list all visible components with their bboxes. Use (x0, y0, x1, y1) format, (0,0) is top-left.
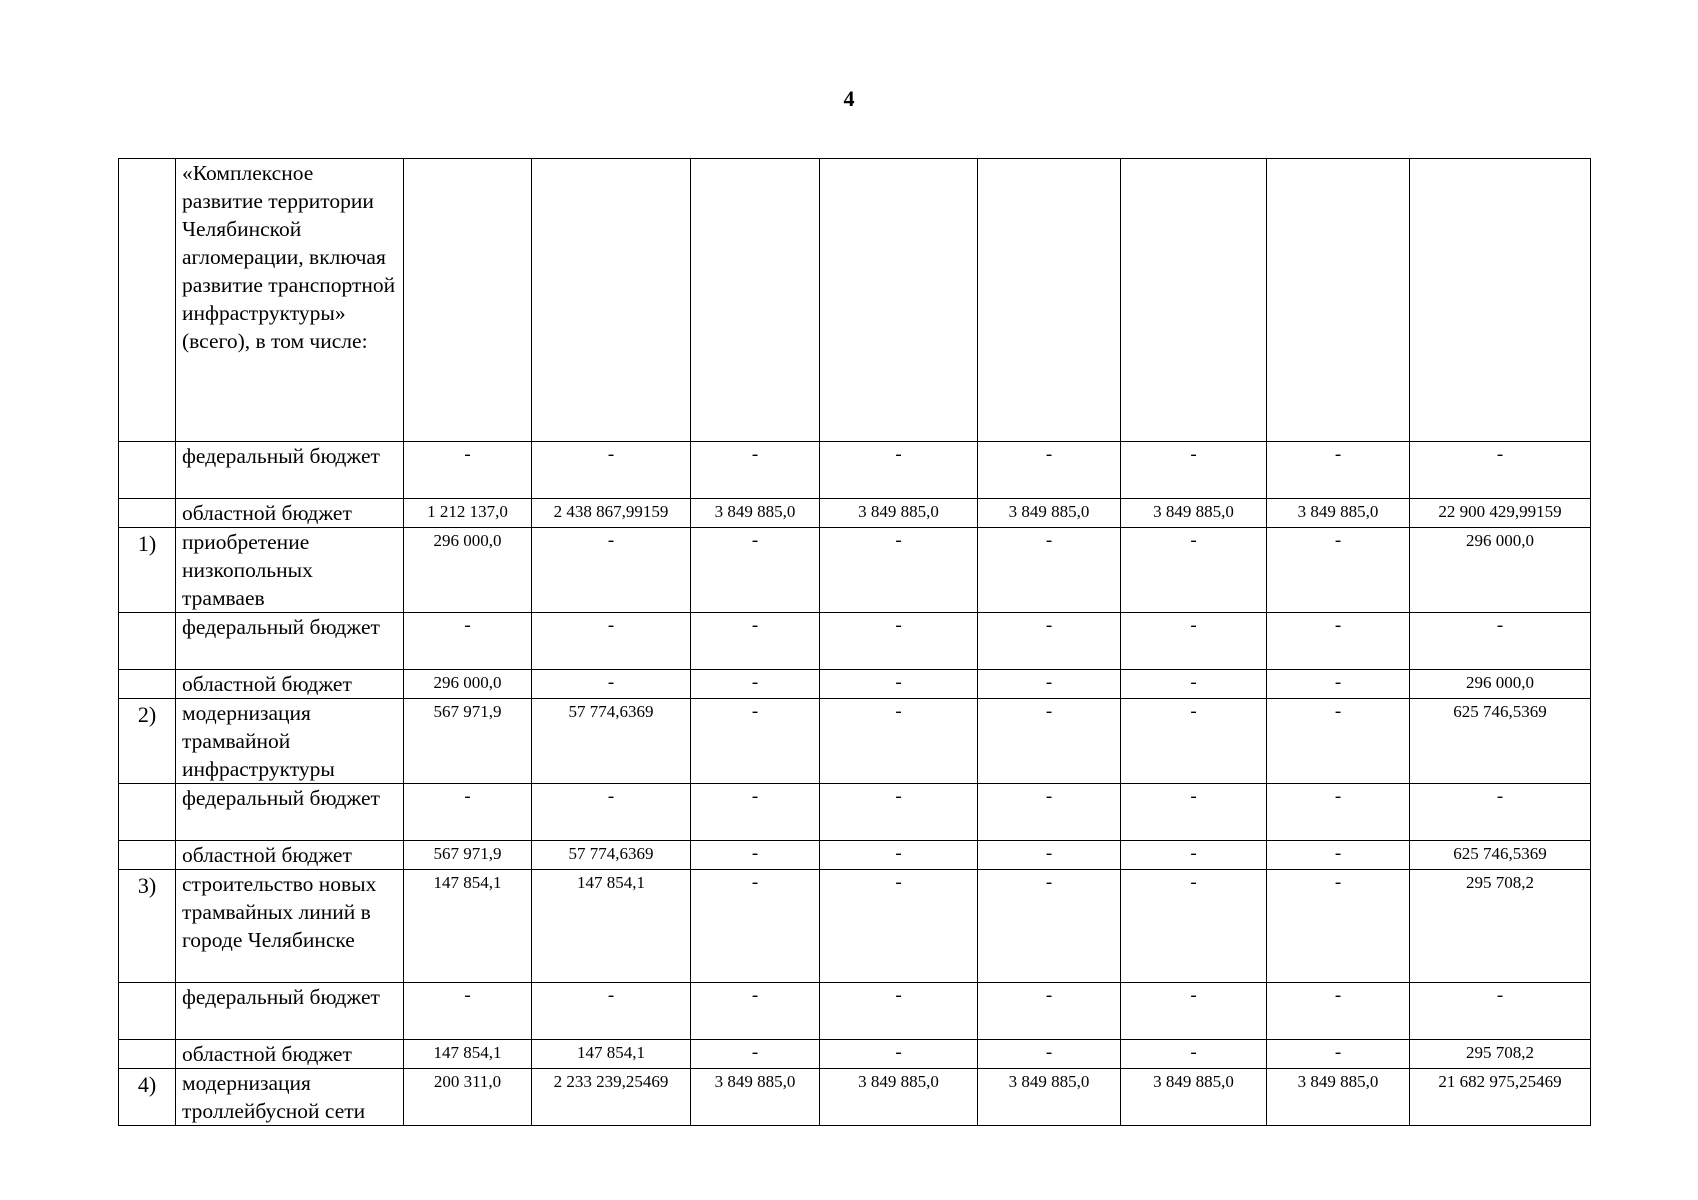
value-cell: 147 854,1 (532, 870, 691, 983)
value-cell: - (691, 841, 820, 870)
value-cell: - (820, 870, 978, 983)
value-cell: - (1410, 983, 1591, 1040)
value-cell: - (532, 528, 691, 613)
table-row (119, 841, 1591, 870)
row-number-cell (119, 784, 176, 841)
value-cell: - (691, 983, 820, 1040)
value-cell: 147 854,1 (532, 1040, 691, 1069)
value-cell: - (1267, 784, 1410, 841)
value-cell: 625 746,5369 (1410, 841, 1591, 870)
value-cell: - (978, 670, 1121, 699)
value-cell: - (532, 670, 691, 699)
value-cell: - (404, 983, 532, 1040)
value-cell: 200 311,0 (404, 1069, 532, 1126)
table-row (119, 983, 1591, 1040)
value-cell: 2 233 239,25469 (532, 1069, 691, 1126)
row-number-cell: 4) (119, 1069, 176, 1126)
value-cell: 3 849 885,0 (1121, 499, 1267, 528)
row-label-cell: «Комплексное развитие территории Челябинской агломерации, включая развитие транспортной инфраструктуры» (всего), в том числе: (176, 159, 404, 442)
row-label-cell: областной бюджет (176, 1040, 404, 1069)
table-row (119, 528, 1591, 613)
row-label-cell: федеральный бюджет (176, 613, 404, 670)
value-cell: - (1121, 442, 1267, 499)
value-cell: - (820, 699, 978, 784)
value-cell: - (691, 699, 820, 784)
value-cell: - (1267, 841, 1410, 870)
row-label-cell: федеральный бюджет (176, 983, 404, 1040)
value-cell: - (1121, 983, 1267, 1040)
value-cell: 22 900 429,99159 (1410, 499, 1591, 528)
row-label-cell: областной бюджет (176, 499, 404, 528)
value-cell: - (1121, 528, 1267, 613)
value-cell: - (978, 613, 1121, 670)
table-row (119, 784, 1591, 841)
value-cell: - (532, 442, 691, 499)
value-cell: 3 849 885,0 (691, 1069, 820, 1126)
row-label-cell: модернизация троллейбусной сети (176, 1069, 404, 1126)
value-cell: - (1267, 442, 1410, 499)
value-cell: 296 000,0 (1410, 528, 1591, 613)
row-number-cell (119, 442, 176, 499)
value-cell: - (978, 870, 1121, 983)
value-cell: - (820, 784, 978, 841)
value-cell (404, 159, 532, 442)
value-cell: - (404, 784, 532, 841)
value-cell (691, 159, 820, 442)
value-cell (820, 159, 978, 442)
value-cell: 3 849 885,0 (820, 499, 978, 528)
value-cell: - (978, 442, 1121, 499)
row-label-cell: областной бюджет (176, 670, 404, 699)
value-cell: - (532, 613, 691, 670)
value-cell: - (978, 528, 1121, 613)
value-cell: - (820, 983, 978, 1040)
table-row (119, 499, 1591, 528)
budget-table (118, 158, 1591, 1126)
value-cell (1410, 159, 1591, 442)
value-cell: - (691, 442, 820, 499)
value-cell: - (978, 983, 1121, 1040)
value-cell: 57 774,6369 (532, 841, 691, 870)
value-cell: - (978, 1040, 1121, 1069)
value-cell: - (691, 784, 820, 841)
value-cell: 3 849 885,0 (1267, 1069, 1410, 1126)
value-cell: - (820, 1040, 978, 1069)
value-cell: 567 971,9 (404, 841, 532, 870)
row-label-cell: строительство новых трамвайных линий в городе Челябинске (176, 870, 404, 983)
value-cell (532, 159, 691, 442)
value-cell: - (404, 613, 532, 670)
value-cell: - (691, 528, 820, 613)
value-cell: 3 849 885,0 (1267, 499, 1410, 528)
table-row (119, 670, 1591, 699)
value-cell: 296 000,0 (404, 670, 532, 699)
value-cell: - (820, 528, 978, 613)
value-cell: - (1121, 1040, 1267, 1069)
row-label-cell: модернизация трамвайной инфраструктуры (176, 699, 404, 784)
row-number-cell (119, 1040, 176, 1069)
value-cell: - (691, 613, 820, 670)
row-number-cell: 1) (119, 528, 176, 613)
value-cell: 21 682 975,25469 (1410, 1069, 1591, 1126)
table-row (119, 442, 1591, 499)
value-cell: - (1267, 1040, 1410, 1069)
value-cell: - (1121, 670, 1267, 699)
table-row (119, 1069, 1591, 1126)
row-number-cell (119, 613, 176, 670)
value-cell: 3 849 885,0 (978, 1069, 1121, 1126)
value-cell: - (820, 670, 978, 699)
value-cell: - (1410, 784, 1591, 841)
value-cell: - (691, 1040, 820, 1069)
value-cell: - (1267, 983, 1410, 1040)
value-cell: - (978, 841, 1121, 870)
value-cell: - (1121, 841, 1267, 870)
value-cell: 57 774,6369 (532, 699, 691, 784)
value-cell: - (1121, 699, 1267, 784)
row-label-cell: областной бюджет (176, 841, 404, 870)
value-cell: - (820, 841, 978, 870)
value-cell: - (1410, 613, 1591, 670)
value-cell: 3 849 885,0 (978, 499, 1121, 528)
table-body (119, 159, 1591, 1126)
value-cell: - (820, 613, 978, 670)
value-cell: - (1121, 613, 1267, 670)
row-number-cell (119, 159, 176, 442)
value-cell: - (1410, 442, 1591, 499)
value-cell: 3 849 885,0 (1121, 1069, 1267, 1126)
value-cell: 3 849 885,0 (691, 499, 820, 528)
value-cell: - (1121, 784, 1267, 841)
value-cell: - (978, 784, 1121, 841)
value-cell: - (691, 870, 820, 983)
value-cell: 295 708,2 (1410, 870, 1591, 983)
table-row (119, 613, 1591, 670)
row-label-cell: федеральный бюджет (176, 442, 404, 499)
row-label-cell: федеральный бюджет (176, 784, 404, 841)
value-cell: - (1267, 699, 1410, 784)
row-number-cell (119, 499, 176, 528)
value-cell: - (404, 442, 532, 499)
value-cell: - (1267, 613, 1410, 670)
value-cell: - (532, 784, 691, 841)
value-cell: 3 849 885,0 (820, 1069, 978, 1126)
value-cell: 567 971,9 (404, 699, 532, 784)
value-cell (1121, 159, 1267, 442)
table-row (119, 870, 1591, 983)
value-cell: 1 212 137,0 (404, 499, 532, 528)
value-cell: - (1267, 528, 1410, 613)
value-cell: - (978, 699, 1121, 784)
value-cell: 295 708,2 (1410, 1040, 1591, 1069)
value-cell: 625 746,5369 (1410, 699, 1591, 784)
row-number-cell: 3) (119, 870, 176, 983)
row-label-cell: приобретение низкопольных трамваев (176, 528, 404, 613)
value-cell: 296 000,0 (404, 528, 532, 613)
table-row (119, 699, 1591, 784)
row-number-cell (119, 670, 176, 699)
value-cell (1267, 159, 1410, 442)
value-cell: - (1267, 670, 1410, 699)
row-number-cell: 2) (119, 699, 176, 784)
table-row (119, 1040, 1591, 1069)
value-cell: - (1267, 870, 1410, 983)
value-cell (978, 159, 1121, 442)
page-number: 4 (843, 86, 855, 111)
value-cell: 147 854,1 (404, 870, 532, 983)
value-cell: - (1121, 870, 1267, 983)
value-cell: - (820, 442, 978, 499)
row-number-cell (119, 841, 176, 870)
value-cell: - (691, 670, 820, 699)
value-cell: 147 854,1 (404, 1040, 532, 1069)
value-cell: - (532, 983, 691, 1040)
value-cell: 2 438 867,99159 (532, 499, 691, 528)
row-number-cell (119, 983, 176, 1040)
value-cell: 296 000,0 (1410, 670, 1591, 699)
table-row (119, 159, 1591, 442)
